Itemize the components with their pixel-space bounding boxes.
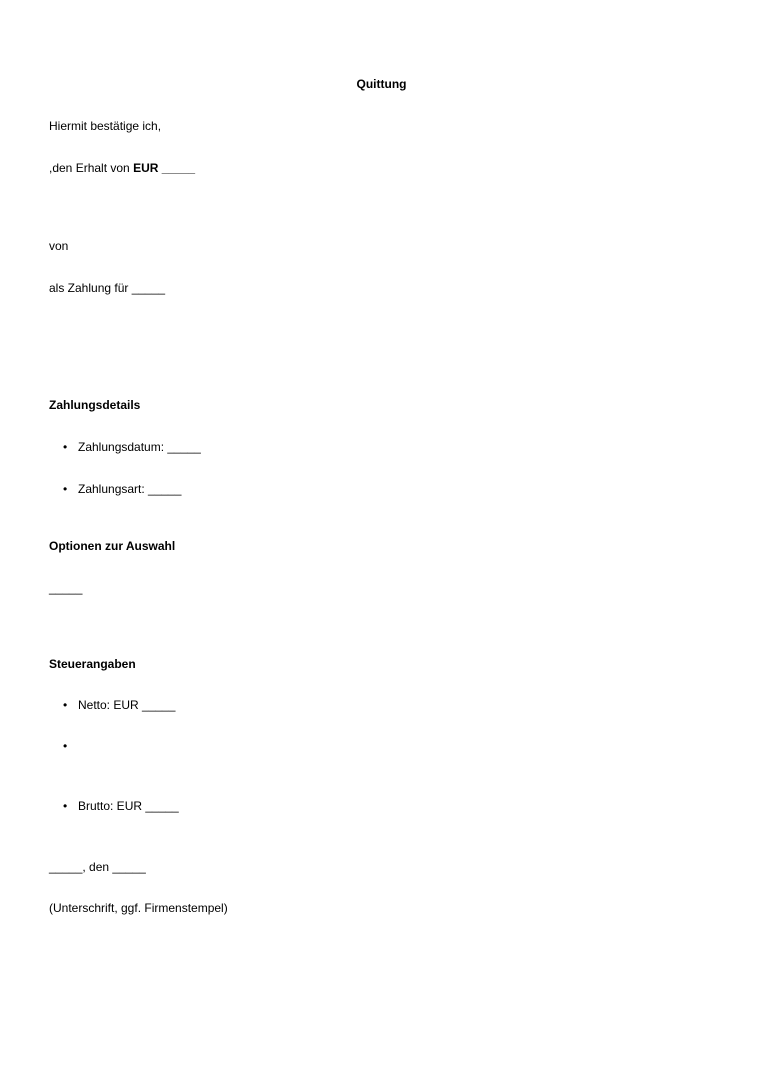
options-heading: Optionen zur Auswahl (49, 539, 176, 553)
confirmation-text: Hiermit bestätige ich, (49, 119, 162, 133)
receipt-amount-value: EUR _____ (133, 161, 196, 175)
document-title: Quittung (356, 77, 407, 91)
options-value: _____ (49, 581, 83, 595)
receipt-amount-prefix: ,den Erhalt von (49, 161, 134, 175)
bullet-icon: • (63, 698, 68, 712)
bullet-icon: • (63, 440, 68, 454)
payment-date-item: Zahlungsdatum: _____ (78, 440, 201, 454)
gross-amount-item: Brutto: EUR _____ (78, 799, 179, 813)
place-date-line: _____, den _____ (49, 860, 146, 874)
signature-label: (Unterschrift, ggf. Firmenstempel) (49, 901, 228, 915)
payment-method-item: Zahlungsart: _____ (78, 482, 182, 496)
bullet-icon: • (63, 739, 68, 753)
bullet-icon: • (63, 482, 68, 496)
bullet-icon: • (63, 799, 68, 813)
payment-details-heading: Zahlungsdetails (49, 398, 141, 412)
receipt-amount-line (49, 161, 195, 175)
net-amount-item: Netto: EUR _____ (78, 698, 176, 712)
payment-purpose: als Zahlung für _____ (49, 281, 166, 295)
tax-heading: Steuerangaben (49, 657, 136, 671)
payer-label: von (49, 239, 69, 253)
